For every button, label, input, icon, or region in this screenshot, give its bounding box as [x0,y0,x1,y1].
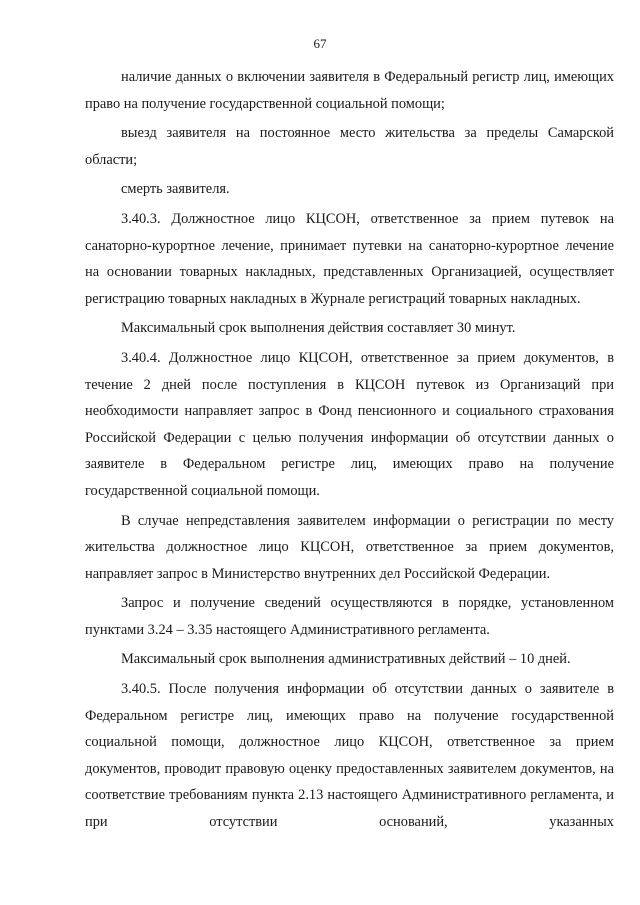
page-number: 67 [313,36,327,51]
paragraph-3-40-3: 3.40.3. Должностное лицо КЦСОН, ответственное за прием путевок на санаторно-курортное лечение, принимает путевки на санаторно-курортное лечение на основании товарных накладных, представленных Организацией, осуществляет регистрацию товарных накладных в Журнале регистраций товарных накладных. [85,210,614,307]
document-body [85,64,614,836]
paragraph-3-40-5: 3.40.5. После получения информации об отсутствии данных о заявителе в Федеральном регистре лиц, имеющих право на получение государственной социальной помощи, должностное лицо КЦСОН, ответственное за прием документов, проводит правовую оценку предоставленных заявителем документов, на соответствие требованиям пункта 2.13 настоящего Административного регламента, и при отсутствии оснований, указанных [85,681,614,831]
paragraph-max-time-30-min: Максимальный срок выполнения действия составляет 30 минут. [121,320,516,337]
paragraph-nonsubmission: В случае непредставления заявителем информации о регистрации по месту жительства должностное лицо КЦСОН, ответственное за прием документов, направляет запрос в Министерство внутренних дел Российской Федерации. [85,512,614,582]
paragraph-death: смерть заявителя. [121,181,230,198]
paragraph-max-time-10-days: Максимальный срок выполнения административных действий – 10 дней. [121,651,571,668]
paragraph-relocation: выезд заявителя на постоянное место жительства за пределы Самарской области; [85,125,614,168]
paragraph-3-40-4: 3.40.4. Должностное лицо КЦСОН, ответственное за прием документов, в течение 2 дней после поступления в КЦСОН путевок из Организаций при необходимости направляет запрос в Фонд пенсионного и социального страхования Российской Федерации с целью получения информации об отсутствии данных о заявителе в Федеральном регистре лиц, имеющих право на получение государственной социальной помощи. [85,349,614,499]
paragraph-registry-inclusion: наличие данных о включении заявителя в Федеральный регистр лиц, имеющих право на получение государственной социальной помощи; [85,69,614,112]
paragraph-request-procedure: Запрос и получение сведений осуществляются в порядке, установленном пунктами 3.24 – 3.35 настоящего Административного регламента. [85,595,614,638]
